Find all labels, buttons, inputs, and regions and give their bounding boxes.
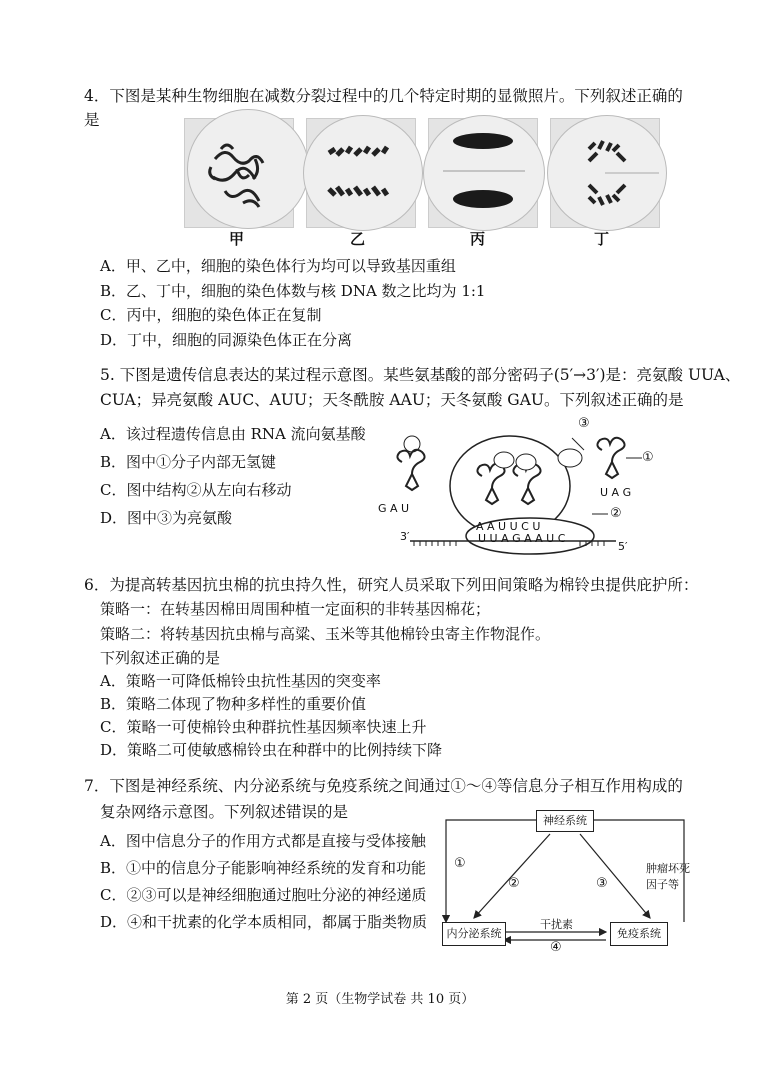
q5-option-d: D．图中③为亮氨酸 <box>100 509 233 527</box>
node-immune-system: 免疫系统 <box>610 922 668 946</box>
micrograph-bing <box>428 118 538 228</box>
marker-2: ② <box>610 506 622 521</box>
q6-option-c: C．策略一可使棉铃虫种群抗性基因频率快速上升 <box>100 718 427 736</box>
q4-stem-line1: 4．下图是某种生物细胞在减数分裂过程中的几个特定时期的显微照片。下列叙述正确的 <box>84 87 683 105</box>
q4-option-d: D．丁中，细胞的同源染色体正在分离 <box>100 331 353 349</box>
q6-option-a: A．策略一可降低棉铃虫抗性基因的突变率 <box>100 672 381 690</box>
label-ding: 丁 <box>594 230 610 248</box>
marker-1: ① <box>642 450 654 465</box>
node-nervous-system: 神经系统 <box>536 810 594 832</box>
q7-stem-line1: 7．下图是神经系统、内分泌系统与免疫系统之间通过①～④等信息分子相互作用构成的 <box>84 777 683 795</box>
q5-option-a: A．该过程遗传信息由 RNA 流向氨基酸 <box>100 425 366 443</box>
arrow-label-3: ③ <box>596 876 608 891</box>
micrograph-jia <box>184 118 294 228</box>
q4-option-a: A．甲、乙中，细胞的染色体行为均可以导致基因重组 <box>100 257 456 275</box>
page-footer: 第 2 页（生物学试卷 共 10 页） <box>285 992 475 1007</box>
q7-option-b: B．①中的信息分子能影响神经系统的发育和功能 <box>100 859 427 877</box>
arrow-label-4: ④ <box>550 940 562 955</box>
node-endocrine-system: 内分泌系统 <box>442 922 506 946</box>
q4-option-b: B．乙、丁中，细胞的染色体数与核 DNA 数之比均为 1:1 <box>100 282 486 300</box>
mrna-5prime: 5′ <box>618 540 628 553</box>
systems-network-diagram <box>440 806 690 954</box>
label-yi: 乙 <box>350 230 366 248</box>
interferon-label: 干扰素 <box>540 918 573 931</box>
q7-option-c: C．②③可以是神经细胞通过胞吐分泌的神经递质 <box>100 886 427 904</box>
q6-option-d: D．策略二可使敏感棉铃虫在种群中的比例持续下降 <box>100 741 443 759</box>
anticodon-right: U A G <box>600 486 632 499</box>
q7-stem-line2: 复杂网络示意图。下列叙述错误的是 <box>100 803 349 821</box>
mrna-codons: U U A G A A U C <box>478 532 566 545</box>
anticodon-mid: A A U U C U <box>476 520 541 533</box>
tnf-label-line1: 肿瘤坏死 <box>646 862 690 875</box>
q7-option-a: A．图中信息分子的作用方式都是直接与受体接触 <box>100 832 426 850</box>
q4-option-c: C．丙中，细胞的染色体正在复制 <box>100 306 322 324</box>
q6-strategy2: 策略二：将转基因抗虫棉与高粱、玉米等其他棉铃虫寄主作物混作。 <box>100 625 551 643</box>
mrna-3prime: 3′ <box>400 530 410 543</box>
q6-strategy1: 策略一：在转基因棉田周围种植一定面积的非转基因棉花； <box>100 600 491 618</box>
q5-stem-line2: CUA；异亮氨酸 AUC、AUU；天冬酰胺 AAU；天冬氨酸 GAU。下列叙述正确的是 <box>100 391 684 409</box>
q4-micrographs <box>184 118 660 226</box>
label-bing: 丙 <box>470 230 486 248</box>
q7-option-d: D．④和干扰素的化学本质相同，都属于脂类物质 <box>100 913 428 931</box>
label-jia: 甲 <box>229 230 245 248</box>
marker-3: ③ <box>578 416 590 431</box>
q5-stem-line1: 5. 下图是遗传信息表达的某过程示意图。某些氨基酸的部分密码子(5′→3′)是：亮氨酸 UUA、 <box>100 366 741 384</box>
q6-stem: 6．为提高转基因抗虫棉的抗虫持久性，研究人员采取下列田间策略为棉铃虫提供庇护所： <box>84 576 699 594</box>
q5-option-c: C．图中结构②从左向右移动 <box>100 481 292 499</box>
translation-diagram <box>370 410 654 560</box>
q6-option-b: B．策略二体现了物种多样性的重要价值 <box>100 695 367 713</box>
anticodon-left: G A U <box>378 502 410 515</box>
q6-lead: 下列叙述正确的是 <box>100 649 221 667</box>
arrow-label-1: ① <box>454 856 466 871</box>
micrograph-yi <box>306 118 416 228</box>
tnf-label-line2: 因子等 <box>646 878 679 891</box>
micrograph-ding <box>550 118 660 228</box>
q4-stem-line2: 是 <box>84 111 100 129</box>
q5-option-b: B．图中①分子内部无氢键 <box>100 453 277 471</box>
arrow-label-2: ② <box>508 876 520 891</box>
